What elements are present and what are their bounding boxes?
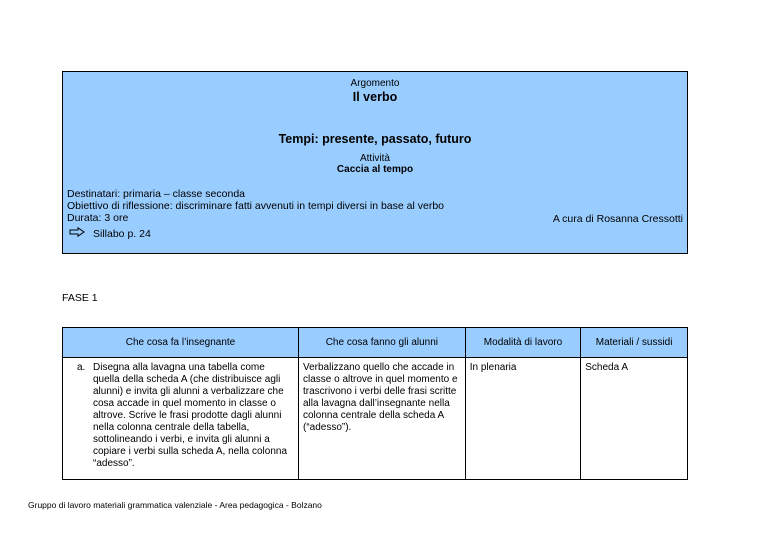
cell-modalita: In plenaria [465,358,580,480]
author-text: A cura di Rosanna Cressotti [552,213,683,225]
argomento-label: Argomento [350,78,400,89]
destinatari-text: Destinatari: primaria – classe seconda [67,188,245,200]
header-insegnante: Che cosa fa l’insegnante [63,328,299,358]
sillabo-line [67,227,444,240]
arrow-right-icon [69,227,87,240]
insegnante-text: Disegna alla lavagna una tabella come quella della scheda A (che distribuisce agli alunni) e invita gli alunni a verbalizzare che cosa accade in quel momento in classe o altrove. Scrive le frasi prodotte dagli alunni nella colonna centrale della tabella, sottolineando i verbi, e invita gli alunni a copiare i verbi sulla scheda A, nella colonna “adesso”. [93,362,288,469]
phase-label: FASE 1 [62,292,98,304]
argomento-title: Il verbo [352,90,398,104]
table-header-row [63,328,688,358]
cell-insegnante [63,358,299,480]
item-marker: a. [77,362,86,373]
page-footer: Gruppo di lavoro materiali grammatica valenziale - Area pedagogica - Bolzano [28,500,322,510]
attivita-label: Attività [359,153,390,164]
activity-header-box [62,71,688,254]
header-modalita: Modalità di lavoro [465,328,580,358]
obiettivo-text: Obiettivo di riflessione: discriminare fatti avvenuti in tempi diversi in base al verbo [67,200,445,212]
header-materiali: Materiali / sussidi [581,328,688,358]
cell-materiali: Scheda A [581,358,688,480]
cell-alunni: Verbalizzano quello che accade in classe o altrove in quel momento e trascrivono i verbi delle frasi scritte alla lavagna dall’insegnante nella colonna centrale della scheda A (“adesso”). [298,358,465,480]
sillabo-text: Sillabo p. 24 [93,227,151,240]
attivita-title: Caccia al tempo [336,164,414,175]
tempi-title: Tempi: presente, passato, futuro [278,132,472,146]
info-block [67,188,444,240]
header-alunni: Che cosa fanno gli alunni [298,328,465,358]
durata-text: Durata: 3 ore [67,212,129,224]
lesson-table [62,327,688,480]
table-row [63,358,688,480]
